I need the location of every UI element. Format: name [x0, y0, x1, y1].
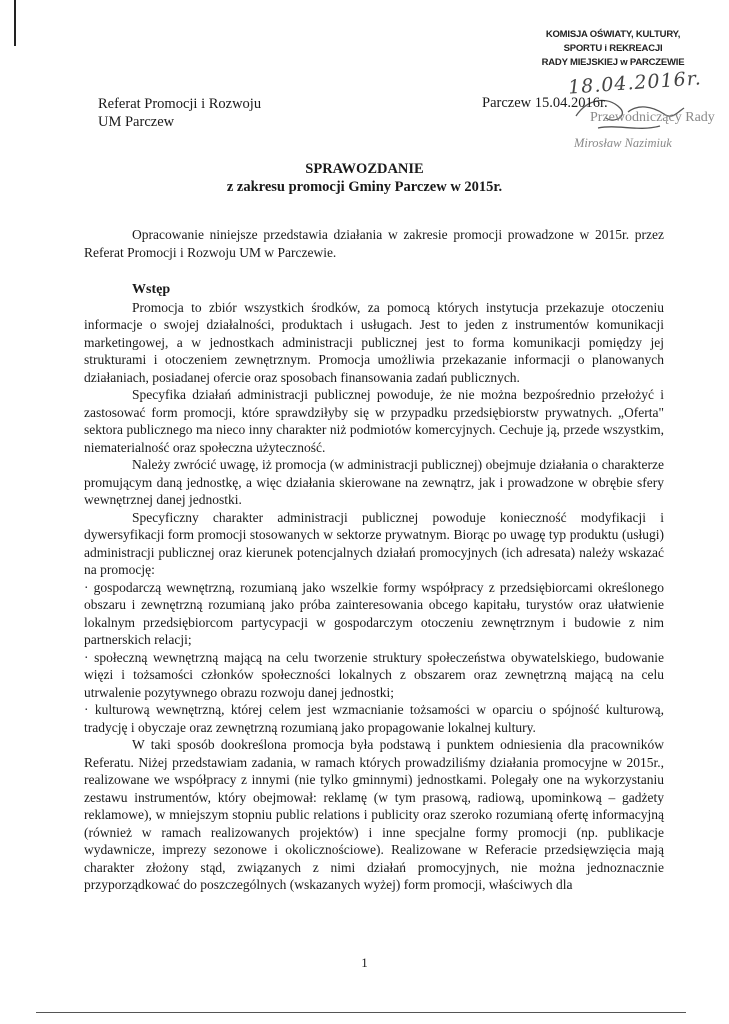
committee-stamp: [538, 28, 688, 70]
paragraph-5: W taki sposób dookreślona promocja była podstawą i punktem odniesienia dla pracowników Referatu. Niżej przedstawiam zadania, w ramach których prowadziliśmy działania promocyjne w 2015r., realizowane we współpracy z innymi (nie tylko gminnymi) jednostkami. Polegały one na wykorzystaniu zestawu instrumentów, który obejmował: reklamę (w tym prasową, radiową, upominkową – gadżety reklamowe), w mniejszym stopniu public relations i publicity oraz szeroko rozumianą ofertę informacyjną (również w ramach realizowanych projektów) i inne specjalne formy promocji (np. publikacje wydawnicze, imprezy sezonowe i okolicznościowe). Realizowane w Referacie przedsięwzięcia mają charakter złożony stąd, związanych z nimi działań promocyjnych, nie można jednoznacznie przyporządkować do poszczególnych (wskazanych wyżej) form promocji, właściwych dla: [84, 737, 664, 892]
document-title: [0, 160, 729, 196]
signature-title: Przewodniczący Rady: [590, 110, 715, 125]
document-body: [84, 226, 664, 894]
signature-name: Mirosław Nazimiuk: [574, 136, 672, 150]
title-line-1: SPRAWOZDANIE: [305, 161, 424, 177]
page-number: 1: [361, 955, 368, 970]
bullet-cultural: · kulturową wewnętrzną, której celem jest wzmacnianie tożsamości w oparciu o spójność kulturową, tradycję i obyczaje oraz zewnętrzną rozumianą jako propagowanie lokalnej kultury.: [84, 702, 664, 735]
bottom-scan-line: [36, 1012, 686, 1013]
sender-block: [98, 95, 261, 131]
stamp-line-3: RADY MIEJSKIEJ w PARCZEWIE: [541, 57, 685, 68]
scan-edge-mark: [14, 0, 16, 46]
intro-paragraph: Opracowanie niniejsze przedstawia działania w zakresie promocji prowadzone w 2015r. przez Referat Promocji i Rozwoju UM w Parczewie.: [84, 227, 664, 260]
title-line-2: z zakresu promocji Gminy Parczew w 2015r.: [226, 179, 503, 195]
stamp-line-2: SPORTU i REKREACJI: [563, 43, 663, 54]
bullet-economic: · gospodarczą wewnętrzną, rozumianą jako wszelkie formy współpracy z przedsiębiorcami określonego obszaru i zewnętrzną rozumianą jako próba zainteresowania obcego kapitału, turystów oraz ułatwienie lokalnym przedsiębiorcom partycypacji w gospodarczym otoczeniu zewnętrznym i budowie z nim partnerskich relacji;: [84, 579, 664, 647]
sender-line-2: UM Parczew: [98, 114, 175, 130]
handwritten-date: 18.04.2016r.: [567, 67, 703, 99]
bullet-social: · społeczną wewnętrzną mającą na celu tworzenie struktury społeczeństwa obywatelskiego, budowanie więzi i tożsamości członków społeczności lokalnych z obszarem oraz zewnętrzną mającą na celu utrwalenie pozytywnego obrazu rozwoju danej jednostki;: [84, 649, 664, 700]
sender-line-1: Referat Promocji i Rozwoju: [98, 96, 262, 112]
paragraph-3: Należy zwrócić uwagę, iż promocja (w administracji publicznej) obejmuje działania o charakterze promującym daną jednostkę, a więc działania skierowane na zewnątrz, jak i prowadzone w obrębie sfery wewnętrznej danej jednostki.: [84, 457, 664, 507]
stamp-line-1: KOMISJA OŚWIATY, KULTURY,: [545, 29, 681, 40]
paragraph-4: Specyficzny charakter administracji publicznej powoduje konieczność modyfikacji i dywersyfikacji form promocji stosowanych w sektorze prywatnym. Biorąc po uwagę typ produktu (usługi) administracji publicznej oraz kierunek potencjalnych działań promocyjnych (ich adresata) należy wskazać na promocję:: [84, 509, 664, 577]
paragraph-1: Promocja to zbiór wszystkich środków, za pomocą których instytucja przekazuje otoczeniu informacje o swojej działalności, produktach i usługach. Jest to jeden z instrumentów komunikacji marketingowej, a w jednostkach administracji publicznej jest to forma komunikacji pomiędzy jej strukturami i otoczeniem zewnętrznym. Promocja umożliwia przekazanie informacji o planowanych działaniach, posiadanej ofercie oraz sposobach finansowania zadań publicznych.: [84, 299, 664, 385]
section-heading: Wstęp: [132, 282, 171, 297]
paragraph-2: Specyfika działań administracji publicznej powoduje, że nie można bezpośrednio przełożyć i zastosować form promocji, które sprawdziłyby się w przypadku przedsiębiorstw prywatnych. „Oferta" sektora publicznego ma nieco inny charakter niż podmiotów komercyjnych. Cechuje ją, przede wszystkim, niematerialność oraz społeczna użyteczność.: [84, 387, 664, 455]
place-date: Parczew 15.04.2016r.: [482, 95, 608, 111]
